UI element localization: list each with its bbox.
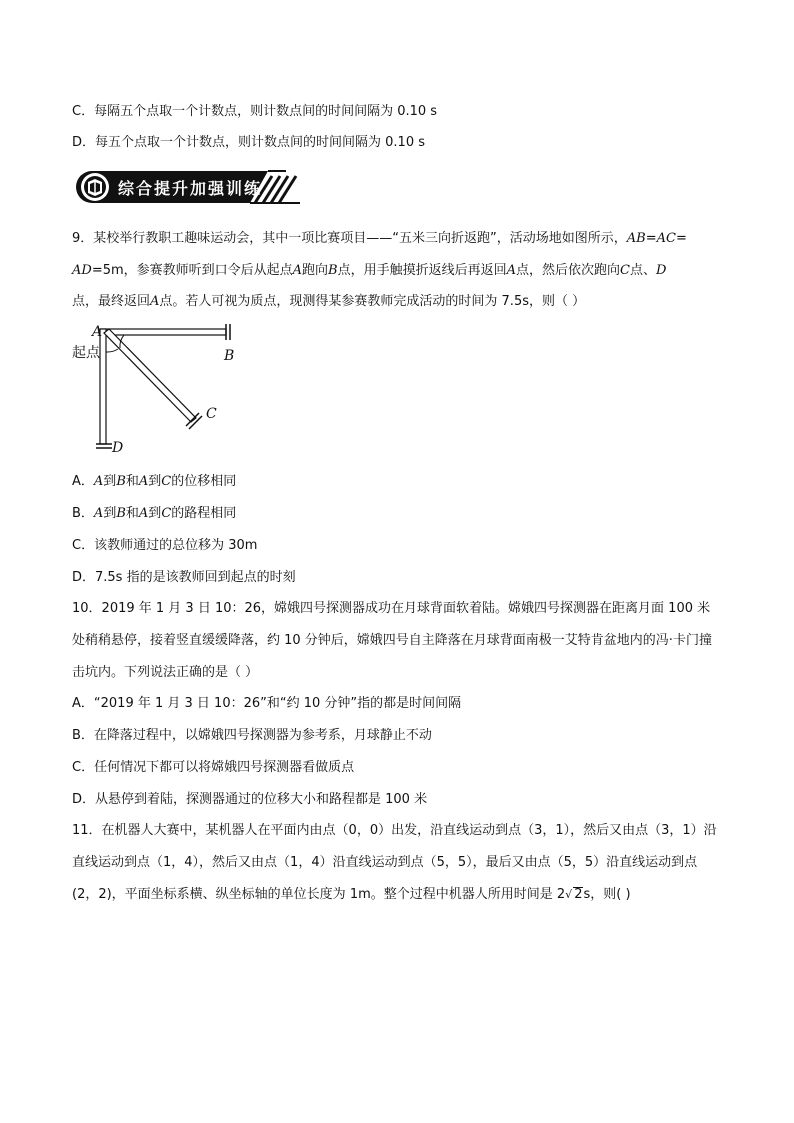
q10-option-b: B．在降落过程中，以嫦娥四号探测器为参考系，月球静止不动 — [72, 728, 432, 743]
section-banner — [72, 168, 304, 206]
q8-option-d: D．每五个点取一个计数点，则计数点间的时间间隔为 0.10 s — [72, 135, 425, 150]
q9-stem-line-2: AD=5m，参赛教师听到口令后从起点A跑向B点，用手触摸折返线后再返回A点，然后依次跑向C点、D — [72, 263, 667, 278]
q9-figure — [72, 322, 242, 458]
q10-option-c: C．任何情况下都可以将嫦娥四号探测器看做质点 — [72, 760, 355, 775]
label-d: D — [112, 440, 124, 456]
sqrt-radicand: 2 — [574, 887, 583, 902]
q9-stem-line-1: 9．某校举行教职工趣味运动会，其中一项比赛项目——“五米三向折返跑”，活动场地如图所示，AB=AC= — [72, 231, 687, 246]
q9-option-b: B．A到B和A到C的路程相同 — [72, 506, 237, 521]
q8-option-c: C．每隔五个点取一个计数点，则计数点间的时间间隔为 0.10 s — [72, 104, 438, 119]
section-title: 综合提升加强训练 — [118, 179, 263, 198]
q9-option-d: D．7.5s 指的是该教师回到起点的时刻 — [72, 570, 296, 585]
label-c: C — [206, 406, 217, 422]
q10-option-a: A．“2019 年 1 月 3 日 10：26”和“约 10 分钟”指的都是时间间隔 — [72, 696, 462, 711]
q11-stem: 11．在机器人大赛中，某机器人在平面内由点（0，0）出发，沿直线运动到点（3，1），然后又由点（3，1）沿直线运动到点（1，4），然后又由点（1，4）沿直线运动到点（5，5），最后又由点（5，5）沿直线运动到点(2，2)，平面坐标系横、纵坐标轴的单位长度为 1m。整个过程中机器人所用时间是 2√ 2s，则( ) — [72, 823, 717, 902]
q9-option-c: C．该教师通过的总位移为 30m — [72, 538, 258, 553]
q9-stem-line-3: 点，最终返回A点。若人可视为质点，现测得某参赛教师完成活动的时间为 7.5s，则（ ） — [72, 294, 586, 309]
book-icon — [77, 169, 113, 205]
q10-option-d: D．从悬停到着陆，探测器通过的位移大小和路程都是 100 米 — [72, 792, 428, 807]
q10-stem: 10．2019 年 1 月 3 日 10：26，嫦娥四号探测器成功在月球背面软着陆。嫦娥四号探测器在距离月面 100 米处稍稍悬停，接着竖直缓缓降落，约 10 分钟后，嫦娥四号自主降落在月球背面南极一艾特肯盆地内的冯·卡门撞击坑内。下列说法正确的是（ ） — [72, 601, 712, 680]
label-start: 起点 — [72, 345, 100, 361]
label-a: A — [92, 324, 103, 340]
q9-option-a: A．A到B和A到C的位移相同 — [72, 474, 237, 489]
label-b: B — [224, 348, 235, 364]
